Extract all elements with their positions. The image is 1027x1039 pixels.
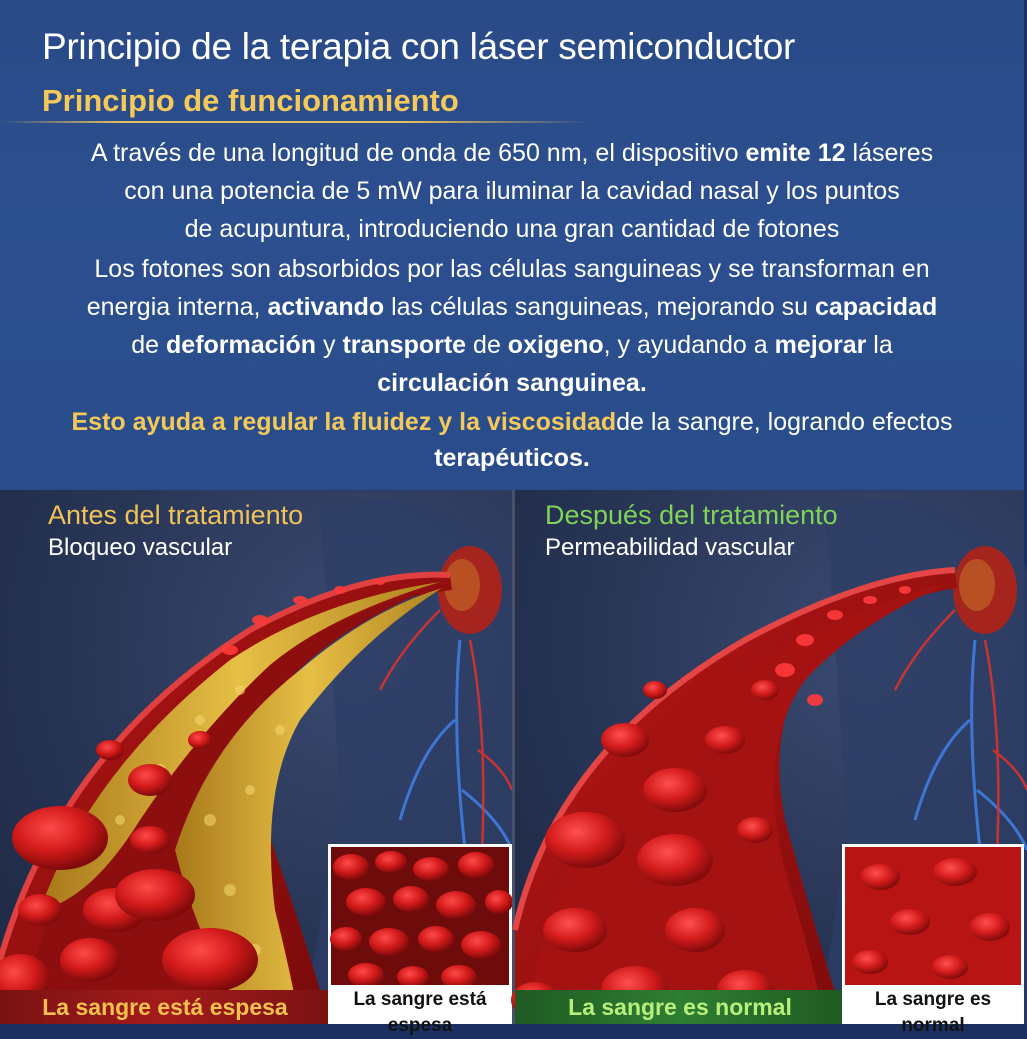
text-bold: circulación sanguinea. <box>377 369 647 397</box>
text: y <box>316 331 343 359</box>
thick-blood-inset <box>328 844 512 1036</box>
text: con una potencia de 5 mW para iluminar la cavidad nasal y los puntos <box>124 177 900 205</box>
before-banner: La sangre está espesa <box>0 990 330 1024</box>
after-heading: Después del tratamiento <box>545 500 838 530</box>
text: láseres <box>845 139 934 167</box>
paragraph-wavelength <box>20 134 1004 248</box>
text-bold: activando <box>267 293 385 321</box>
text-bold: transporte <box>342 331 467 359</box>
normal-blood-closeup <box>845 847 1021 987</box>
text: , y ayudando a <box>603 331 775 359</box>
text: Los fotones son absorbidos por las células sanguineas y se transforman en <box>94 255 930 283</box>
before-heading: Antes del tratamiento <box>48 500 304 530</box>
text: energia interna, <box>86 293 268 321</box>
info-panel <box>0 0 1024 490</box>
before-treatment-panel <box>0 490 512 1036</box>
text: las células sanguineas, mejorando su <box>384 293 815 321</box>
section-title: Principio de funcionamiento <box>42 83 459 118</box>
paragraph-photons <box>20 250 1004 402</box>
after-banner: La sangre es normal <box>515 990 845 1024</box>
text: la <box>866 331 893 359</box>
text-bold: emite 12 <box>745 139 846 167</box>
text: de <box>131 331 167 359</box>
thick-blood-label: La sangre está espesa <box>331 985 509 1021</box>
after-treatment-panel <box>512 490 1024 1036</box>
text: de acupuntura, introduciendo una gran cantidad de fotones <box>184 215 840 243</box>
divider <box>0 121 590 123</box>
text-bold: terapéuticos. <box>434 444 590 472</box>
normal-blood-inset <box>842 844 1024 1036</box>
text-bold: oxigeno <box>507 331 604 359</box>
text-bold: capacidad <box>814 293 938 321</box>
paragraph-effects <box>20 404 1004 476</box>
before-subheading: Bloqueo vascular <box>48 534 233 561</box>
page-title: Principio de la terapia con láser semiconductor <box>42 26 796 67</box>
text-highlight: Esto ayuda a regular la fluidez y la viscosidad <box>71 408 617 436</box>
text: A través de una longitud de onda de 650 nm, el dispositivo <box>90 139 746 167</box>
text-bold: deformación <box>166 331 317 359</box>
text: de la sangre, logrando efectos <box>616 408 953 436</box>
normal-blood-label: La sangre es normal <box>845 985 1021 1021</box>
after-subheading: Permeabilidad vascular <box>545 534 795 561</box>
text-bold: mejorar <box>774 331 867 359</box>
text: de <box>466 331 508 359</box>
thick-blood-closeup <box>331 847 509 987</box>
